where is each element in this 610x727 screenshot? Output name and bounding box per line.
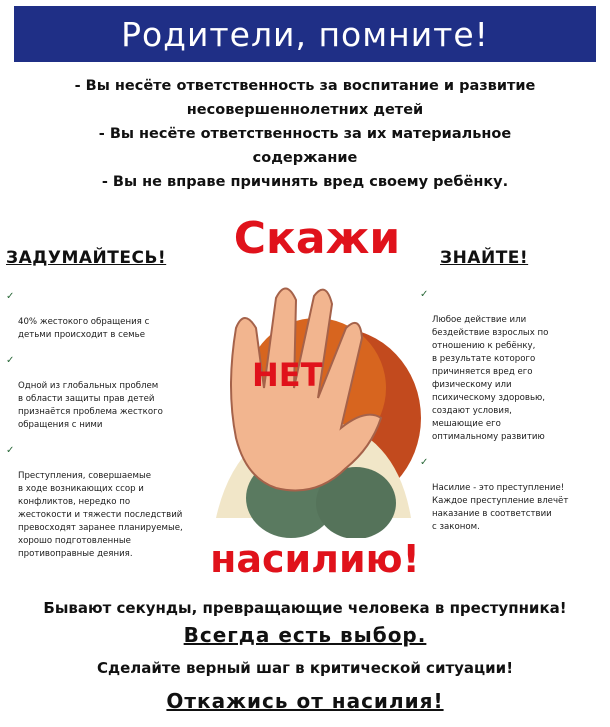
- check-icon: ✓: [6, 355, 15, 366]
- bottom-line-1: Бывают секунды, превращающие человека в преступника!: [43, 599, 567, 617]
- rules-block: [20, 74, 590, 194]
- rule-line: - Вы не вправе причинять вред своему ребёнку.: [101, 174, 509, 190]
- check-icon: ✓: [420, 289, 429, 300]
- check-icon: ✓: [420, 457, 429, 468]
- slogan-top: Скажи: [233, 213, 401, 264]
- bottom-block: [0, 596, 610, 716]
- rule-line: несовершеннолетних детей: [186, 102, 424, 118]
- left-item: [6, 290, 206, 342]
- right-item: [420, 288, 610, 444]
- page-title: Родители, помните!: [121, 14, 489, 54]
- right-column: [420, 288, 610, 546]
- left-item-text: Одной из глобальных проблем в области защиты прав детей признаётся проблема жесткого обращения с ними: [18, 381, 163, 430]
- left-item: [6, 444, 206, 561]
- check-icon: ✓: [6, 445, 15, 456]
- left-column: [6, 290, 206, 573]
- slogan-mid: НЕТ: [252, 356, 323, 394]
- rule-line: - Вы несёте ответственность за воспитание и развитие: [74, 78, 536, 94]
- slogan-bottom: насилию!: [210, 537, 420, 581]
- rule-line: - Вы несёте ответственность за их материальное: [98, 126, 512, 142]
- bottom-line-3: Сделайте верный шаг в критической ситуации!: [96, 659, 514, 677]
- left-item-text: 40% жестокого обращения с детьми происходит в семье: [18, 317, 150, 340]
- left-item: [6, 354, 206, 432]
- right-item: [420, 456, 610, 534]
- right-heading: ЗНАЙТЕ!: [440, 248, 529, 268]
- bottom-line-2: Всегда есть выбор.: [183, 623, 427, 647]
- left-item-text: Преступления, совершаемые в ходе возникающих ссор и конфликтов, нередко по жестокости и тяжести последствий превосходят заранее планируемые, хорошо подготовленные противоправные деяния.: [18, 471, 183, 559]
- check-icon: ✓: [6, 291, 15, 302]
- rule-line: содержание: [252, 150, 358, 166]
- child-stop-hand-illustration: [196, 268, 429, 538]
- left-heading: ЗАДУМАЙТЕСЬ!: [6, 248, 167, 268]
- title-banner: [14, 6, 596, 62]
- right-item-text: Любое действие или бездействие взрослых по отношению к ребёнку, в результате которого причиняется вред его физическому или психическому здоровью, создают условия, мешающие его оптимальному развитию: [432, 315, 549, 442]
- right-item-text: Насилие - это преступление! Каждое преступление влечёт наказание в соответствии с законом.: [432, 483, 569, 532]
- bottom-line-4: Откажись от насилия!: [166, 689, 444, 713]
